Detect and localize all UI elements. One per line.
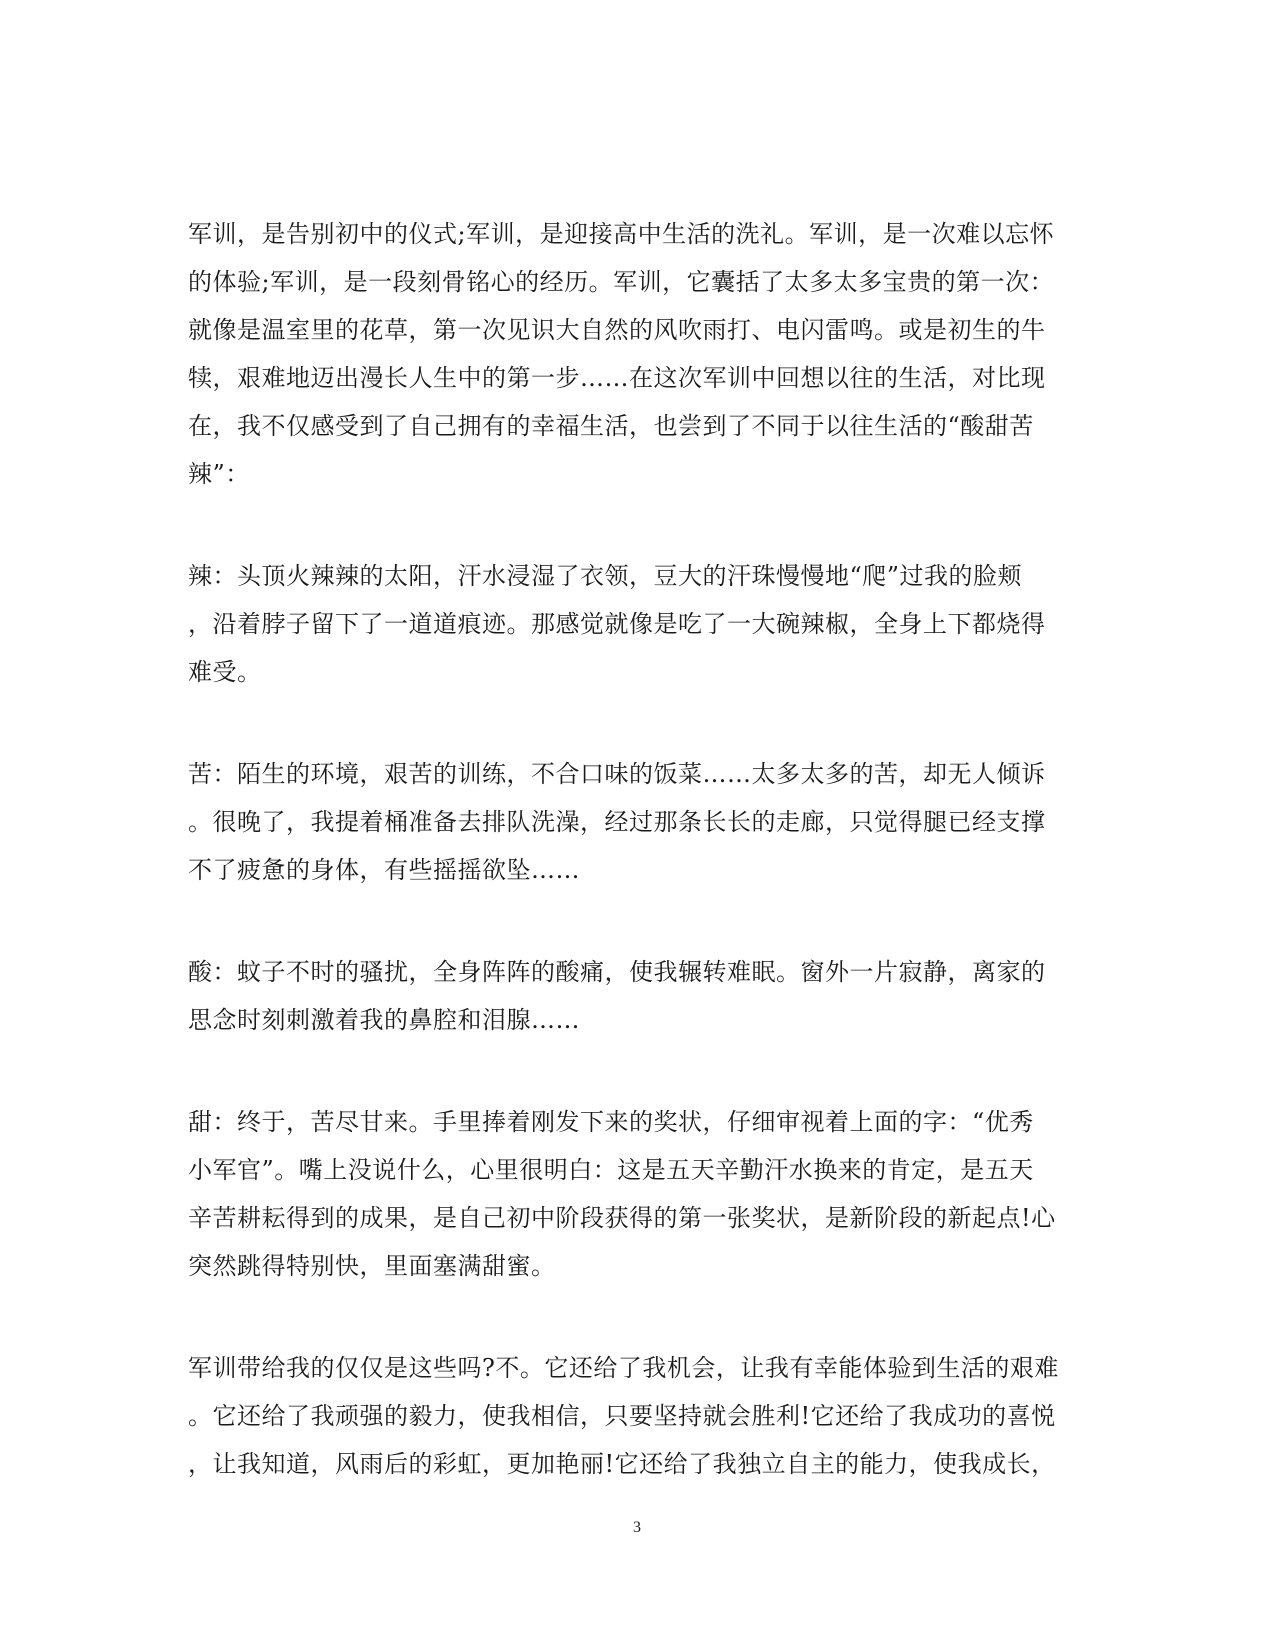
text-line: 酸：蚊子不时的骚扰，全身阵阵的酸痛，使我辗转难眠。窗外一片寂静，离家的 xyxy=(188,958,1046,986)
text-line: 难受。 xyxy=(188,658,262,686)
paragraph-conclusion xyxy=(188,1344,1078,1488)
body-text xyxy=(188,210,1078,1542)
text-line: 不了疲惫的身体，有些摇摇欲坠…… xyxy=(188,856,580,884)
text-line: 就像是温室里的花草，第一次见识大自然的风吹雨打、电闪雷鸣。或是初生的牛 xyxy=(188,316,1046,344)
text-line: 小军官”。嘴上没说什么，心里很明白：这是五天辛勤汗水换来的肯定，是五天 xyxy=(188,1156,1034,1184)
text-line: 辣：头顶火辣辣的太阳，汗水浸湿了衣领，豆大的汗珠慢慢地“爬”过我的脸颊 xyxy=(188,562,1023,590)
text-line: ，让我知道，风雨后的彩虹，更加艳丽!它还给了我独立自主的能力，使我成长， xyxy=(188,1450,1056,1478)
text-line: 。很晚了，我提着桶准备去排队洗澡，经过那条长长的走廊，只觉得腿已经支撑 xyxy=(188,808,1046,836)
text-line: 。它还给了我顽强的毅力，使我相信，只要坚持就会胜利!它还给了我成功的喜悦 xyxy=(188,1402,1056,1430)
text-line: 辣”： xyxy=(188,460,250,488)
text-line: 苦：陌生的环境，艰苦的训练，不合口味的饭菜……太多太多的苦，却无人倾诉 xyxy=(188,760,1046,788)
text-line: 辛苦耕耘得到的成果，是自己初中阶段获得的第一张奖状，是新阶段的新起点!心 xyxy=(188,1204,1056,1232)
text-line: 甜：终于，苦尽甘来。手里捧着刚发下来的奖状，仔细审视着上面的字：“优秀 xyxy=(188,1108,1034,1136)
text-line: 犊，艰难地迈出漫长人生中的第一步……在这次军训中回想以往的生活，对比现 xyxy=(188,364,1046,392)
text-line: 思念时刻刺激着我的鼻腔和泪腺…… xyxy=(188,1006,580,1034)
paragraph-bitter xyxy=(188,750,1078,894)
text-line: ，沿着脖子留下了一道道痕迹。那感觉就像是吃了一大碗辣椒，全身上下都烧得 xyxy=(188,610,1046,638)
text-line: 军训，是告别初中的仪式;军训，是迎接高中生活的洗礼。军训，是一次难以忘怀 xyxy=(188,220,1055,248)
paragraph-intro xyxy=(188,210,1078,498)
text-line: 的体验;军训，是一段刻骨铭心的经历。军训，它囊括了太多太多宝贵的第一次： xyxy=(188,268,1055,296)
page-number: 3 xyxy=(633,1519,641,1536)
text-line: 在，我不仅感受到了自己拥有的幸福生活，也尝到了不同于以往生活的“酸甜苦 xyxy=(188,412,1034,440)
paragraph-sweet xyxy=(188,1098,1078,1290)
text-line: 军训带给我的仅仅是这些吗?不。它还给了我机会，让我有幸能体验到生活的艰难 xyxy=(188,1354,1059,1382)
paragraph-sour xyxy=(188,948,1078,1044)
text-line: 突然跳得特别快，里面塞满甜蜜。 xyxy=(188,1252,556,1280)
paragraph-spicy xyxy=(188,552,1078,696)
